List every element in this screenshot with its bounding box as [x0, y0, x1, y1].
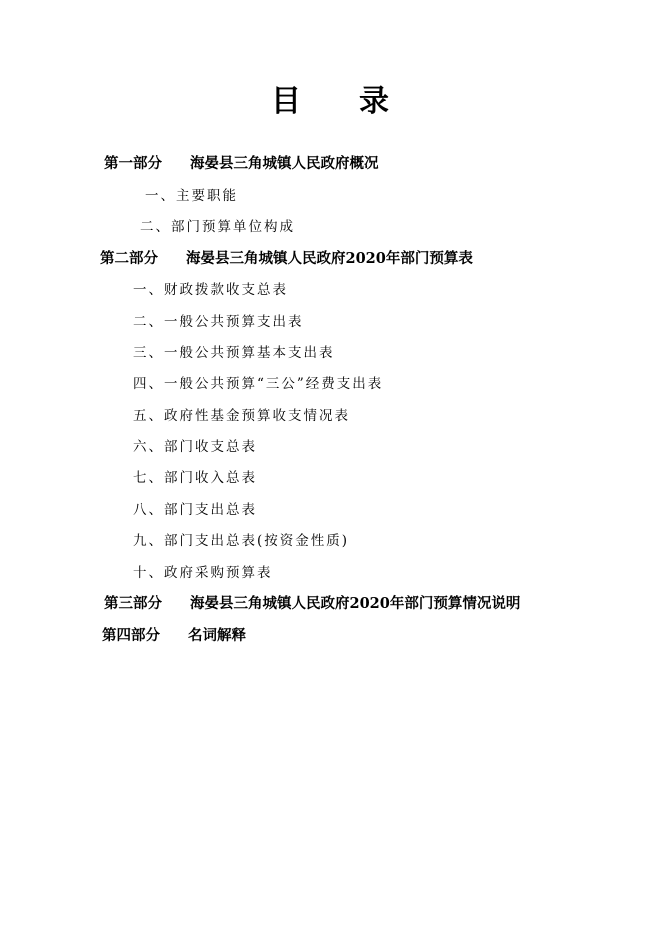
part-number: 第二部分: [100, 250, 158, 267]
toc-item[interactable]: 一、财政拨款收支总表: [133, 282, 288, 298]
toc-item[interactable]: 八、部门支出总表: [133, 502, 257, 518]
part-number: 第三部分: [104, 595, 162, 612]
toc-item[interactable]: 六、部门收支总表: [133, 439, 257, 455]
part-title: 名词解释: [188, 627, 246, 644]
title-char-1: 目: [271, 84, 303, 119]
toc-part-2[interactable]: [100, 247, 473, 268]
toc-item[interactable]: 一、主要职能: [145, 188, 238, 204]
toc-item[interactable]: 三、一般公共预算基本支出表: [133, 345, 335, 361]
page-title: [0, 76, 662, 120]
toc-part-3[interactable]: [104, 592, 520, 613]
toc-item[interactable]: 四、一般公共预算“三公”经费支出表: [133, 376, 384, 392]
toc-part-1[interactable]: [104, 152, 379, 173]
part-number: 第一部分: [104, 155, 162, 172]
title-char-2: 录: [359, 84, 391, 119]
toc-item[interactable]: 七、部门收入总表: [133, 470, 257, 486]
part-number: 第四部分: [102, 627, 160, 644]
toc-item[interactable]: 二、部门预算单位构成: [140, 219, 295, 235]
toc-part-4[interactable]: [102, 624, 246, 645]
toc-item[interactable]: 十、政府采购预算表: [133, 565, 273, 581]
toc-item[interactable]: 五、政府性基金预算收支情况表: [133, 408, 350, 424]
part-title: 海晏县三角城镇人民政府2020年部门预算情况说明: [190, 595, 521, 612]
part-title: 海晏县三角城镇人民政府概况: [190, 155, 379, 172]
toc-item[interactable]: 二、一般公共预算支出表: [133, 314, 304, 330]
toc-item[interactable]: 九、部门支出总表(按资金性质): [133, 533, 350, 549]
part-title: 海晏县三角城镇人民政府2020年部门预算表: [186, 250, 473, 267]
